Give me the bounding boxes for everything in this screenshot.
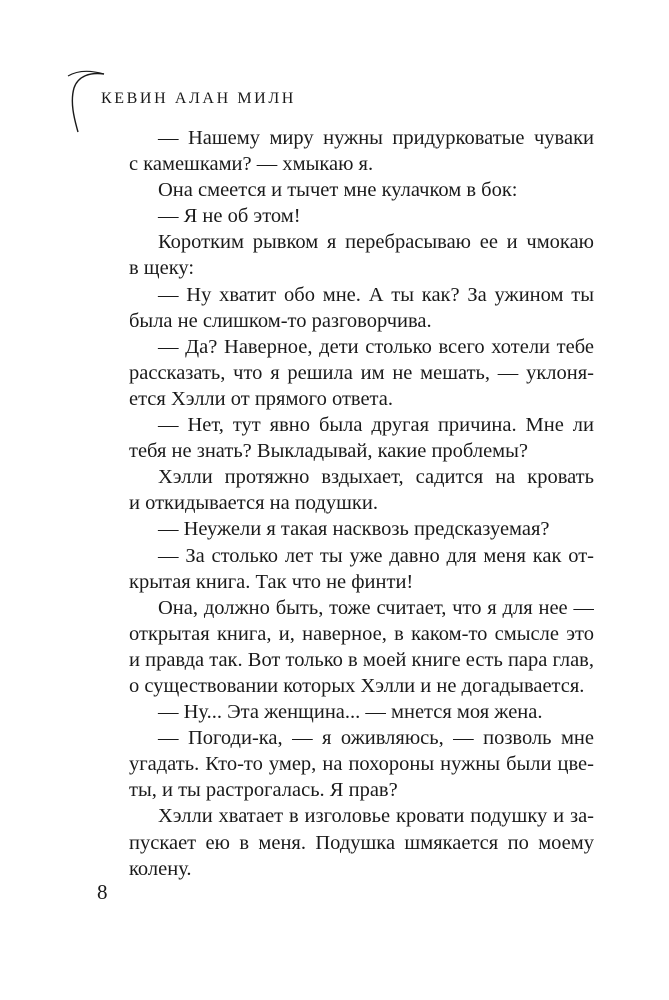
text-line: и откидывается на подушки. (129, 492, 378, 515)
text-line: ется Хэлли от прямого ответа. (129, 387, 393, 410)
text-line: и правда так. Вот только в моей книге есть пара глав, (129, 648, 594, 671)
text-line: Коротким рывком я перебрасываю ее и чмокаю (158, 231, 594, 254)
page-number: 8 (97, 880, 108, 904)
text-line: о существовании которых Хэлли и не догадывается. (129, 674, 585, 697)
text-line: тебя не знать? Выкладывай, какие проблемы? (129, 440, 529, 463)
text-line: рассказать, что я решила им не мешать, — уклоня- (129, 361, 594, 384)
text-line: Она, должно быть, тоже считает, что я для нее — (158, 596, 594, 619)
text-line: — Ну... Эта женщина... — мнется моя жена. (158, 701, 543, 724)
text-line: Она смеется и тычет мне кулачком в бок: (158, 179, 518, 202)
text-line: — Нашему миру нужны придурковатые чуваки (158, 127, 594, 149)
text-line: — За столько лет ты уже давно для меня как от- (158, 544, 594, 567)
text-line: была не слишком-то разговорчива. (129, 309, 432, 332)
text-line: — Неужели я такая насквозь предсказуемая? (158, 518, 550, 541)
running-head: КЕВИН АЛАН МИЛН (101, 90, 296, 107)
text-line: крытая книга. Так что не финти! (129, 570, 414, 593)
body-text (129, 125, 594, 882)
text-line: в щеку: (129, 257, 195, 280)
text-line: Хэлли протяжно вздыхает, садится на кровать (158, 466, 594, 489)
text-line: открытая книга, и, наверное, в каком-то смысле это (129, 622, 594, 645)
text-line: ты, и ты растрогалась. Я прав? (129, 779, 398, 802)
text-line: с камешками? — хмыкаю я. (129, 153, 374, 176)
text-line: — Да? Наверное, дети столько всего хотели тебе (158, 335, 594, 358)
text-line: пускает ею в меня. Подушка шмякается по моему (129, 831, 594, 854)
text-line: Хэлли хватает в изголовье кровати подушку и за- (158, 805, 594, 828)
text-line: — Нет, тут явно была другая причина. Мне ли (158, 414, 594, 437)
text-line: — Погоди-ка, — я оживляюсь, — позволь мне (158, 727, 594, 750)
text-line: — Ну хватит обо мне. А ты как? За ужином ты (158, 283, 594, 306)
text-line: — Я не об этом! (158, 205, 301, 228)
text-line: угадать. Кто-то умер, на похороны нужны были цве- (129, 753, 594, 776)
text-line: колену. (129, 857, 192, 880)
